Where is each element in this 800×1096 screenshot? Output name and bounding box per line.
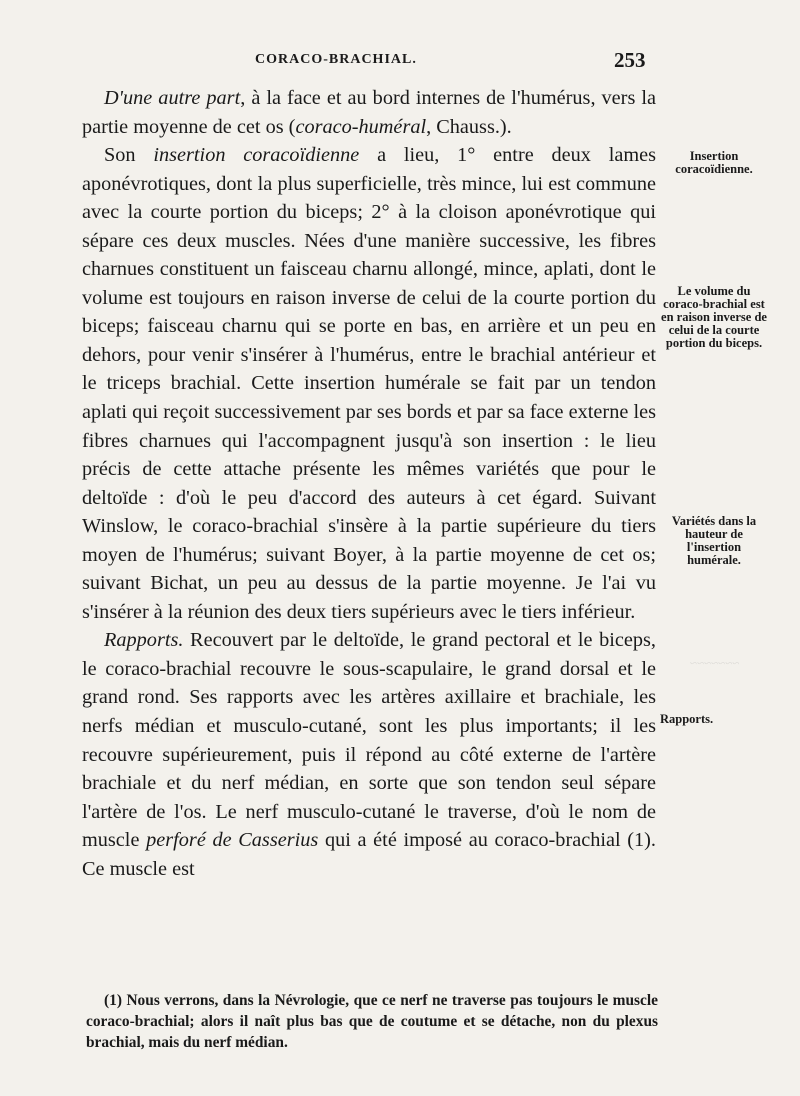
footnote — [86, 990, 658, 1053]
italic-phrase: D'une autre part — [104, 87, 241, 109]
text-run: qui a été imposé au coraco-brachial (1). Ce muscle est — [82, 829, 656, 880]
text-run: Son — [104, 144, 154, 167]
footnote-text: (1) Nous verrons, dans la Névrologie, que ce nerf ne traverse pas toujours le muscle coraco-brachial; alors il naît plus bas que de coutume et se détache, non du plexus brachial, mais du nerf médian. — [86, 992, 658, 1051]
margin-note-rapports: Rapports. — [660, 712, 714, 726]
margin-note-insertion: Insertion coracoïdienne. — [675, 149, 753, 176]
margin-note-varietes: Variétés dans la hauteur de l'insertion humérale. — [671, 514, 757, 567]
italic-phrase: perforé de Casserius — [146, 829, 319, 852]
page-number: 253 — [614, 48, 646, 72]
bleed-through-decoration: ~~~~~~~ — [690, 655, 740, 670]
running-head: CORACO-BRACHIAL. — [255, 52, 417, 67]
main-text — [82, 84, 656, 883]
text-run: , à la face et au bord internes de l'humérus, vers la partie moyenne de cet os ( — [82, 87, 657, 138]
text-run: Recouvert par le deltoïde, le grand pectoral et le biceps, le coraco-brachial recouvre le sous-scapulaire, le grand dorsal et le grand rond. Ses rapports avec les artères axillaire et brachiale, les nerfs médian et musculo-cutané, sont les plus importants; il les recouvre supérieurement, puis il répond au côté externe de l'artère brachiale et du nerf médian, en sorte que son tendon seul sépare l'artère de l'os. Le nerf musculo-cutané le traverse, d'où le nom de muscle — [82, 629, 656, 852]
italic-phrase: Rapports. — [104, 629, 184, 652]
italic-phrase: insertion coracoïdienne — [153, 144, 360, 167]
paragraph — [82, 626, 656, 883]
text-run: a lieu, 1° entre deux lames aponévrotiques, dont la plus superficielle, très mince, lui est commune avec la courte portion du biceps; 2° à la cloison aponévrotique qui sépare ces deux muscles. Nées d'une manière successive, les fibres charnues constituent un faisceau charnu allongé, mince, aplati, dont le volume est toujours en raison inverse de celui de la courte portion du biceps; faisceau charnu qui se porte en bas, en arrière et un peu en dehors, pour venir s'insérer à l'humérus, entre le brachial antérieur et le triceps brachial. Cette insertion humérale se fait par un tendon aplati qui reçoit successivement par ses bords et par sa face externe les fibres charnues qui l'accompagnent jusqu'à son insertion : le lieu précis de cette attache présente les mêmes variétés que pour le deltoïde : d'où le peu d'accord des auteurs à cet égard. Suivant Winslow, le coraco-brachial s'insère à la partie supérieure du tiers moyen de l'humérus; suivant Boyer, à la partie moyenne de cet os; suivant Bichat, un peu au dessus de la partie moyenne. Je l'ai vu s'insérer à la réunion des deux tiers supérieurs avec le tiers inférieur. — [82, 144, 657, 623]
italic-phrase: coraco-huméral — [295, 115, 427, 138]
paragraph — [82, 84, 656, 141]
text-run: , Chauss.). — [426, 115, 512, 138]
paragraph — [82, 141, 656, 626]
margin-note-volume: Le volume du coraco-brachial est en raison inverse de celui de la courte portion du biceps. — [661, 284, 767, 350]
